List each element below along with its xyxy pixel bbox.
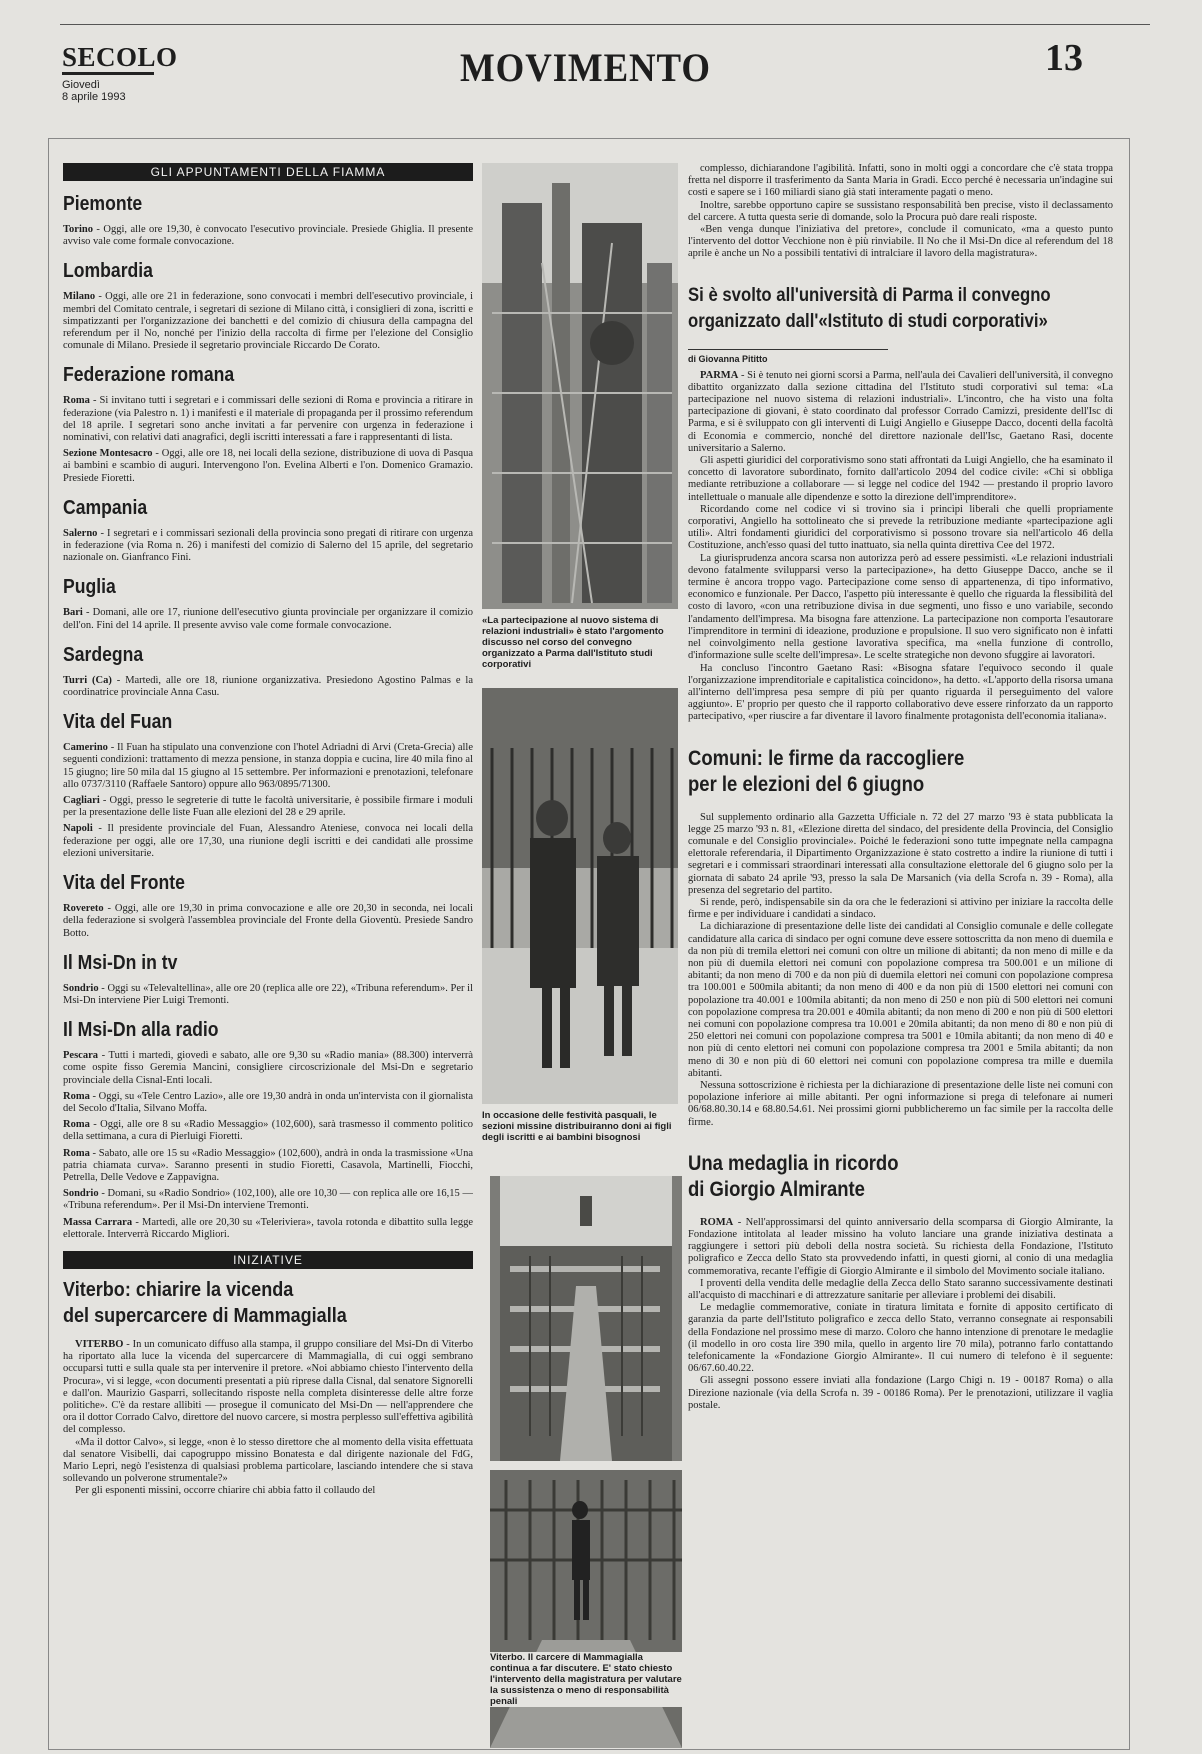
notice-text: - Oggi, alle ore 8 su «Radio Messaggio» (102,600), sarà trasmesso il commento politico della settimana, a cura di Pierluigi Fioretti. [63,1119,473,1143]
paragraph-text: Nessuna sottoscrizione è richiesta per la dichiarazione di presentazione delle liste nei comuni con popolazione inferiore ai mille abitanti. Per ogni informazione si prega di telefonare ai numeri 06/68.80.30.14 e 68.80.54.61. Nei prossimi giorni pubblicheremo un fac simile per la raccolta delle firme. [688,1079,1113,1128]
notice-text: - Oggi, presso le segreterie di tutte le facoltà universitarie, è possibile firmare i moduli per la presentazione delle liste Fuan alle elezioni del 28 e 29 aprile. [63,795,473,819]
issue-day: Giovedì [62,79,100,91]
viterbo-continuation [688,163,1113,261]
appointment-notice [63,1148,473,1185]
article-paragraph [688,1217,1113,1278]
viterbo-headline-line-1: Viterbo: chiarire la vicenda [63,1277,294,1301]
article-paragraph [688,553,1113,663]
continuation-paragraph: «Ben venga dunque l'iniziativa del pretore», conclude il comunicato, «ma a questo punto l'intervento del dottor Vecchione non è più rinviabile. Il No che il Msi-Dn dice al referendum del 18 aprile è anche un No a possibili tentativi di intralciare il lavoro della magistratura». [688,224,1113,260]
notice-location: Rovereto [63,903,104,915]
caption-prison: Viterbo. Il carcere di Mammagialla continua a far discutere. E' stato chiesto l'intervento della magistratura per valutare la sussistenza o meno di responsabilità penali [490,1652,682,1707]
region-heading: Vita del Fuan [63,711,173,734]
paragraph-text: Ricordando come nel codice vi si trovino sia i princìpi liberali che quelli propriamente corporativi, Angiello ha sottolineato che si prevede la retribuzione mediante «partecipazione agli utili». Altri fondamenti giuridici del corporativismo si possono trovare sia nell'articolo 46 della Costituzione, anch'esso quasi del tutto inattuato, sia nella quinta direttiva Cee del 1972. [688,503,1113,552]
issue-date-text: 8 aprile 1993 [62,91,126,103]
notice-text: - Il Fuan ha stipulato una convenzione con l'hotel Adriadni di Arvi (Creta-Grecia) alle seguenti condizioni: trattamento di mezza pensione, in stanza doppia e cucina, lire 40 mila fino al 15 giugno; lire 50 mila dal 15 giugno al 15 settembre. Per informazioni e prenotazioni, telefonare allo 0737/3110 (Raffaele Santoro) oppure allo 963/0895/71300. [63,742,473,790]
comuni-headline-line-2: per le elezioni del 6 giugno [688,772,925,796]
notice-text: - Martedì, alle ore 18, riunione organizzativa. Presiedono Agostino Palmas e la coordinatrice provinciale Anna Casu. [63,674,473,699]
appointment-notice [63,1091,473,1115]
medaglia-article-body [688,1217,1113,1412]
initiatives-bar: INIZIATIVE [63,1251,473,1269]
notice-location: Turri (Ca) [63,674,112,686]
parma-headline [688,283,1062,335]
notice-location: Bari [63,607,83,619]
appointment-notice [63,448,473,485]
comuni-article-body [688,812,1113,1129]
appointment-notice [63,607,473,631]
region-heading: Sardegna [63,643,144,666]
article-paragraph [688,921,1113,1080]
regions-list [63,193,473,1241]
article-paragraph [688,897,1113,921]
region-heading: Lombardia [63,260,153,283]
comuni-headline-line-1: Comuni: le firme da raccogliere [688,746,965,770]
paragraph-text: La dichiarazione di presentazione delle liste dei candidati al Consiglio comunale e delle collegate candidature alla carica di sindaco per ogni comune deve essere sottoscritta da non meno di duemila e da non più di tremila elettori nei comuni con oltre un milione di abitanti; da non meno di mille e da non più di duemila elettori nei comuni con popolazione compresa tra 500.001 e un milione di abitanti; da non meno di 700 e da non più di duemila elettori nei comuni con popolazione compresa tra 100.001 e 500mila abitanti; da non meno di 400 e da non più di 1500 elettori nei comuni con popolazione tra 40.001 e 100mila abitanti; da non meno di 250 e non più di 500 elettori nei comuni con popolazione compresa tra 20.001 e 40mila abitanti; da non meno di 200 e non più di 500 elettori nei comuni con popolazione compresa tra 10.001 e 20mila abitanti; da non meno di 80 e non più di 250 elettori nei comuni con popolazione compresa tra 5001 e 10mila abitanti; da non meno di 40 e non più di cento elettori nei comuni con popolazione compresa tra 2001 e 5mila abitanti; da non meno di 30 e non più di 60 elettori nei comuni con popolazione compresa tra mille e duemila abitanti. [688,921,1113,1079]
parma-article-body [688,370,1113,724]
notice-location: Pescara [63,1050,98,1062]
notice-text: - Tutti i martedì, giovedì e sabato, alle ore 9,30 su «Radio mania» (88.300) interverrà come ospite fisso Geremia Mancini, consigliere circoscrizionale del Msi-Dn e segretario provinciale della Cisnal-Enti locali. [63,1050,473,1086]
paragraph-text: Gli aspetti giuridici del corporativismo sono stati affrontati da Luigi Angiello, che ha esaminato il concetto di lavoratore subordinato, fornito dall'articolo 2094 del codice civile: «Chi si obbliga mediante retribuzione a collaborare — si legge nel codice del 1942 — prestando il proprio lavoro intellettuale o manuale alle dipendenze e sotto la direzione dell'imprenditore». [688,455,1113,503]
notice-location: Sezione Montesacro [63,448,153,460]
notice-text: - Sabato, alle ore 15 su «Radio Messaggio» (102,600), andrà in onda la trasmissione «Una patria chiamata curva». Saranno presenti in studio Fioretti, Casavola, Martinelli, Fiocchi, Petrella, Delle Vedove e Zappavigna. [63,1147,473,1183]
appointments-bar: GLI APPUNTAMENTI DELLA FIAMMA [63,163,473,181]
appointment-notice [63,1050,473,1087]
issue-date [62,79,126,103]
viterbo-headline [63,1277,424,1329]
notice-text: - Si invitano tutti i segretari e i commissari delle sezioni di Roma e provincia a ritirare in federazione (via Palestro n. 1) i manifesti e il materiale di propaganda per il prossimo referendum del 18 aprile. I segretari sono anche invitati a far pervenire con urgenza in federazione i nominativi, con relativi dati anagrafici, degli iscritti interessati a fare i rappresentanti di lista. [63,395,473,444]
notice-text: - Oggi, alle ore 18, nei locali della sezione, distribuzione di uova di Pasqua ai bambini e scambio di auguri. Intervengono l'on. Evelina Alberti e l'on. Domenico Gramazio. Presiede Fioretti. [63,448,473,484]
appointment-notice [63,1217,473,1241]
viterbo-article-body [63,1339,473,1498]
appointment-notice [63,823,473,860]
paragraph-text: Ha concluso l'incontro Gaetano Rasi: «Bisogna sfatare l'equivoco secondo il quale l'organizzazione imprenditoriale e capitalistica coincidono», ha detto. «L'apporto della risorsa umana all'interno dell'impresa pesa sempre di più per quanto riguarda il perseguimento del valore aggiunto». E' proprio per questo che il rapporto collaborativo deve essere rinforzato da un rapporto partecipativo, «per riuscire a far diventare il lavoro finalmente protagonista dell'economia italiana». [688,662,1113,723]
notice-text: - Domani, su «Radio Sondrio» (102,100), alle ore 10,30 — con replica alle ore 16,15 — «Tribuna referendum». Per il Msi-Dn interviene Tremonti. [63,1188,473,1212]
notice-location: Massa Carrara [63,1216,133,1228]
article-paragraph [688,1278,1113,1302]
notice-location: Sondrio [63,982,99,994]
appointment-notice [63,528,473,565]
appointment-notice [63,395,473,444]
paragraph-text: - Nell'approssimarsi del quinto anniversario della scomparsa di Giorgio Almirante, la Fondazione intitolata al leader missino ha voluto lanciare una grande iniziativa destinata a raggiungere i settori più deboli della nostra società. Su richiesta della Fondazione, l'Istituto poligrafico e Zecca dello Stato sta provvedendo infatti, in questi giorni, al conio di una medaglia commemorativa, recante l'effigie di Giorgio Almirante e il simbolo del Movimento sociale italiano. [688,1216,1113,1277]
medaglia-headline-line-1: Una medaglia in ricordo [688,1151,899,1175]
medaglia-headline-line-2: di Giorgio Almirante [688,1177,865,1201]
caption-industrial: «La partecipazione al nuovo sistema di relazioni industriali» è stato l'argomento discusso nel corso del convegno organizzato a Parma dall'Istituto studi corporativi [482,615,664,670]
appointments-column [63,163,473,1703]
dateline: PARMA [700,369,739,381]
notice-location: Roma [63,1090,90,1102]
article-paragraph [688,1375,1113,1412]
paragraph-text: La giurisprudenza ancora scarsa non autorizza però ad essere pessimisti. «Le relazioni industriali devono fatalmente svilupparsi verso la partecipazione», ha detto Giuseppe Dacco, anche se il termine è ancora troppo vago. Partecipazione come senso di appartenenza, di tipo informativo, economico e funzionale. Per Dacco, l'aspetto più interessante è quello che riguarda la flessibilità del costo di lavoro, «con una retribuzione divisa in due segmenti, uno fisso e uno variabile, secondo l'andamento dell'impresa. Ma bisogna fare attenzione. La partecipazione non comporta l'esautorare l'imprenditore in termini di ideazione, produzione e propulsione. Il suo vero significato non è infatti nel coinvolgimento nella gestione lavorativa specifica, ma «nella funzione di controllo, d'informazione sulle scelte dell'impresa». Le scelte strategiche non devono sfuggire ai lavoratori. [688,552,1113,662]
region-heading: Campania [63,496,148,519]
industrial-plant-image [482,163,678,609]
notice-text: - Oggi, su «Tele Centro Lazio», alle ore 19,30 andrà in onda un'intervista con il giornalista del Secolo d'Italia, Silvano Moffa. [63,1090,473,1114]
paragraph-text: Si rende, però, indispensabile sin da ora che le federazioni si attivino per iniziare la raccolta delle firme e per individuare i candidati a sindaco. [688,896,1113,921]
notice-text: - Oggi, alle ore 21 in federazione, sono convocati i membri dell'esecutivo provinciale, i membri del Comitato centrale, i segretari di sezione di Milano città, i consiglieri di zona, iscritti e simpatizzanti per l'organizzazione dei banchetti e del comizio di chiusura della campagna del referendum per il No, nonché per l'inizio della raccolta di firme per l'elezione del Consiglio comunale di Milano. Presiede il segretario provinciale Riccardo De Corato. [63,291,473,352]
appointment-notice [63,983,473,1007]
article-paragraph [688,812,1113,897]
notice-text: - Oggi su «Televaltellina», alle ore 20 (replica alle ore 22), «Tribuna referendum». Per il Msi-Dn interviene Pier Luigi Tremonti. [63,982,473,1006]
appointment-notice [63,1119,473,1143]
medaglia-headline [688,1151,1062,1203]
paragraph-text: Le medaglie commemorative, coniate in tiratura limitata e fornite di apposito certificato di garanzia da parte dell'Istituto poligrafico e zecca dello Stato, verranno consegnate ai responsabili della Fondazione nel prossimo mese di marzo. Coloro che hanno intenzione di prenotare le medaglie (il modello in oro costa lire 390 mila, quello in argento lire 70 mila), potranno farlo contattando telefonicamente la «Fondazione Giorgio Almirante». Il cui numero di telefono è il seguente: 06/67.60.40.22. [688,1302,1113,1375]
notice-text: - Oggi, alle ore 19,30, è convocato l'esecutivo provinciale. Presiede Ghiglia. Il presente avviso vale come formale convocazione. [63,224,473,248]
page-number: 13 [1045,37,1083,79]
prison-interior-image [490,1176,682,1461]
region-heading: Vita del Fronte [63,872,185,895]
article-paragraph [688,455,1113,504]
appointment-notice [63,675,473,699]
appointment-notice [63,224,473,248]
notice-location: Camerino [63,742,108,754]
region-heading: Piemonte [63,193,143,215]
region-heading: Federazione romana [63,364,235,387]
article-paragraph [688,504,1113,553]
byline-rule [688,349,888,350]
article-paragraph [688,663,1113,724]
article-paragraph [63,1339,473,1437]
dateline: ROMA [700,1216,734,1228]
notice-location: Napoli [63,823,93,835]
article-paragraph [688,1302,1113,1375]
photo-prison-interior [490,1176,682,1461]
paragraph-text: - In un comunicato diffuso alla stampa, il gruppo consiliare del Msi-Dn di Viterbo ha riportato alla luce la vicenda del supercarcere di Mammagialla, di cui oggi sembrano occuparsi tutti e sulla quale sta per intervenire il pretore. «Noi abbiamo chiesto l'intervento della Procura», vi si legge, «con documenti presentati a più riprese dalla Cisnal, dal senatore Signorelli e dall'on. Maurizio Gasparri, sollecitando risposte nella completa disinteresse delle altre forze politiche». C'è da restare allibiti — prosegue il comunicato del Msi-Dn — nell'apprendere che ora il dottor Corrado Calvo, direttore del nuovo carcere, si mostra perplesso sull'effettiva agibilità del complesso. [63,1338,473,1436]
continuation-paragraph: Inoltre, sarebbe opportuno capire se sussistano responsabilità ben precise, visto il declassamento del carcere. A tutta questa serie di domande, solo la Procura può dare reali risposte. [688,199,1113,223]
article-paragraph [688,370,1113,455]
notice-location: Sondrio [63,1188,99,1200]
children-distribution-image [482,688,678,1104]
comuni-headline [688,746,1062,798]
dateline: VITERBO [75,1338,124,1350]
paragraph-text: Sul supplemento ordinario alla Gazzetta Ufficiale n. 72 del 27 marzo '93 è stata pubblicata la legge 25 marzo '93 n. 81, «Elezione diretta del sindaco, del presidente della Provincia, del Consiglio comunale e del Consiglio provinciale». Poiché le federazioni sono tutte impegnate nella campagna elettorale referendaria, il Dipartimento Organizzazione è stato costretto a indire la riunione di tutti i segretari e i commissari straordinari interessati alla consultazione elettorale del 6 giugno solo per la giornata di sabato 24 aprile '93, presso la sala De Marsanich (via della Scrofa n. 39 - Roma), alla presenza del segretario del partito. [688,811,1113,896]
article-paragraph [688,1080,1113,1129]
paragraph-text: «Ma il dottor Calvo», si legge, «non è lo stesso direttore che al momento della visita effettuata dal senatore Visibelli, dai capogruppo missino Bonatesta e dal dirigente nazionale del FdG, Mario Lepri, negò l'esistenza di qualsiasi problema particolare, lasciando intendere che si stava sollevando un polverone strumentale?» [63,1436,473,1485]
article-paragraph [63,1485,473,1497]
notice-location: Milano [63,291,96,303]
photo-industrial-plant [482,163,678,609]
notice-text: - Martedì, alle ore 20,30 su «Teleriviera», tavola rotonda e dibattito sulla legge elettorale. Interverrà Riccardo Migliori. [63,1216,473,1240]
logo-underline [62,72,154,75]
paragraph-text: Per gli esponenti missini, occorre chiarire chi abbia fatto il collaudo del [75,1485,376,1497]
appointment-notice [63,903,473,940]
paragraph-text: - Si è tenuto nei giorni scorsi a Parma, nell'aula dei Cavalieri dell'università, il convegno dibattito organizzato dalla sezione cittadina del l'Istituto studi corporativi sul tema: «La partecipazione nel nuovo sistema di relazioni industriali». L'incontro, che ha visto una folta partecipazione di giovani, è stato coordinato dal professor Corrado Camizzi, presidente dell'Isc di Parma, e si è sviluppato con gli interventi di Luigi Angiello e Giuseppe Dacco, docenti della facoltà di Economia e commercio, nonché del direttore nazionale dell'Isc, Gaetano Rasi, docente universitario a Salerno. [688,369,1113,454]
region-heading: Puglia [63,576,116,599]
parma-byline: di Giovanna Pititto [688,353,768,364]
photo-distribution-children [482,688,678,1104]
notice-location: Roma [63,1119,90,1131]
article-paragraph [63,1437,473,1486]
notice-text: - Domani, alle ore 17, riunione dell'esecutivo giunta provinciale per organizzare il comizio dell'on. Fini del 14 aprile. Il presente avviso vale come formale convocazione. [63,607,473,631]
appointment-notice [63,1188,473,1212]
notice-location: Torino [63,224,93,235]
notice-location: Cagliari [63,795,100,807]
news-column [688,163,1113,1743]
viterbo-headline-line-2: del supercarcere di Mammagialla [63,1303,347,1327]
notice-location: Salerno [63,527,98,539]
notice-text: - I segretari e i commissari sezionali della provincia sono pregati di ritirare con urgenza in federazione (via Roma n. 26) i manifesti del comizio di Salerno del 15 aprile, del segretario nazionale on. Gianfranco Fini. [63,527,473,564]
paragraph-text: Gli assegni possono essere inviati alla fondazione (Largo Chigi n. 19 - 00187 Roma) o alla Direzione nazionale (via della Scrofa n. 39 - 00186 Roma). Per le prenotazioni, utilizzare il vaglia postale. [688,1375,1113,1411]
notice-location: Roma [63,1147,90,1159]
appointment-notice [63,291,473,352]
continuation-paragraph: complesso, dichiarandone l'agibilità. Infatti, sono in molti oggi a concordare che c'è stata troppa fretta nel disporre il trasferimento da Santa Maria in Gradi. Ecco perché è necessaria un'indagine sui costi e sapere se i 160 miliardi siano già stati interamente pagati o meno. [688,163,1113,199]
caption-distribution: In occasione delle festività pasquali, le sezioni missine distribuiranno doni ai figli degli iscritti e ai bambini bisognosi [482,1110,672,1143]
parma-headline-line-2: organizzato dall'«Istituto di studi corporativi» [688,310,1048,332]
parma-headline-line-1: Si è svolto all'università di Parma il convegno [688,284,1051,306]
region-heading: Il Msi-Dn in tv [63,951,178,974]
top-rule [60,24,1150,25]
appointment-notice [63,795,473,819]
notice-text: - Oggi, alle ore 19,30 in prima convocazione e alle ore 20,30 in seconda, nei locali della federazione si svolgerà l'assemblea provinciale del Fronte della Gioventù. Presiede Sandro Botto. [63,903,473,939]
notice-location: Roma [63,395,90,407]
notice-text: - Il presidente provinciale del Fuan, Alessandro Ateniese, convoca nei locali della federazione per oggi, alle ore 17,30, una riunione degli iscritti e dei candidati alle prossime elezioni universitarie. [63,823,473,859]
paragraph-text: I proventi della vendita delle medaglie della Zecca dello Stato saranno successivamente destinati all'acquisto di macchinari e di attrezzature sanitarie per alleviare i problemi dei disabili. [688,1277,1113,1302]
newspaper-logo: SECOLO [62,42,178,72]
section-title: MOVIMENTO [460,45,711,90]
region-heading: Il Msi-Dn alla radio [63,1019,219,1042]
appointment-notice [63,742,473,791]
